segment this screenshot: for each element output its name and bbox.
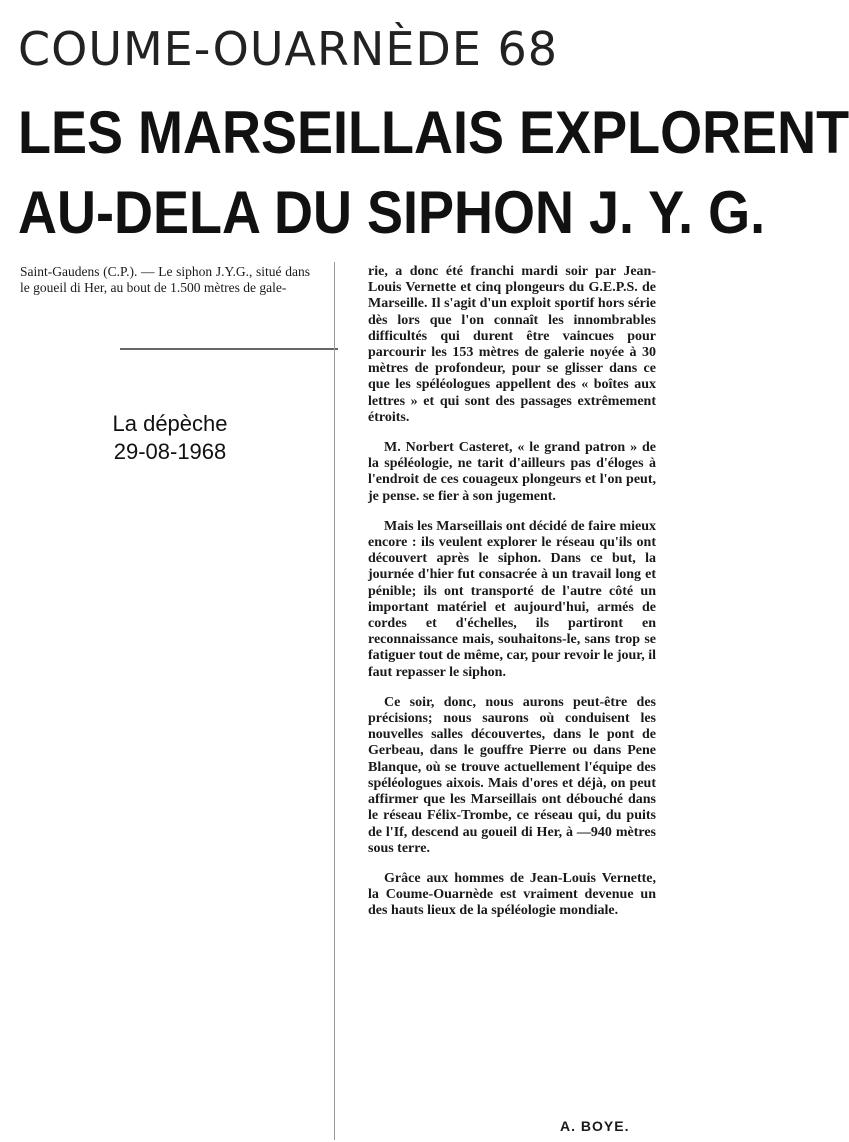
article-paragraph: Ce soir, donc, nous aurons peut-être des précisions; nous saurons où conduisent les nouvelles salles découvertes, dans le pont de Gerbeau, dans le gouffre Pierre ou dans Pene Blanque, où se trouve actuellement l'équipe des spéléologues aixois. Mais d'ores et déjà, on peut affirmer que les Marseillais ont débouché dans le réseau Félix-Trombe, ce réseau qui, du puits de l'If, descend au goueil di Her, à —940 mètres sous terre. [368,694,656,856]
kicker-title: COUME-OUARNÈDE 68 [18,22,559,76]
article-paragraph: Grâce aux hommes de Jean-Louis Vernette, la Coume-Ouarnède est vraiment devenue un des hauts lieux de la spéléologie mondiale. [368,870,656,919]
article-paragraph: M. Norbert Casteret, « le grand patron » de la spéléologie, ne tarit d'ailleurs pas d'éloges à l'endroit de ces couageux plongeurs et l'on peut, je pense. se fier à son jugement. [368,440,656,504]
author-signature: A. BOYE. [560,1118,630,1134]
caption-date: 29-08-1968 [113,439,227,464]
column-divider [334,262,335,1140]
article-paragraph: rie, a donc été franchi mardi soir par Jean-Louis Vernette et cinq plongeurs du G.E.P.S. de Marseille. Il s'agit d'un exploit sportif hors série dès lors que l'on connaît les innombrables difficultés qui durent être vaincues pour parcourir les 153 mètres de galerie noyée à 30 mètres de profondeur, pour se glisser dans ce que les spéléologues appellent des « boîtes aux lettres » et qui sont des passages extrêmement étroits. [368,264,656,425]
headline-line-1: LES MARSEILLAIS EXPLORENT [18,99,849,166]
source-caption [80,410,260,466]
article-lead: Saint-Gaudens (C.P.). — Le siphon J.Y.G., situé dans le goueil di Her, au bout de 1.500 mètres de gale- [20,264,310,295]
article-body [368,264,656,934]
article-paragraph: Mais les Marseillais ont décidé de faire mieux encore : ils veulent explorer le réseau qu'ils ont découvert après le siphon. Dans ce but, la journée d'hier fut consacrée à un travail long et pénible; ils ont transporté de l'autre côté un important matériel et aujourd'hui, armés de cordes et d'échelles, ils partiront en reconnaissance mais, souhaitons-le, sans trop se fatiguer tout de même, car, pour revoir le jour, il faut repasser le siphon. [368,518,656,680]
column-rule [120,348,338,350]
headline-line-2: AU-DELA DU SIPHON J. Y. G. [18,179,766,246]
caption-source: La dépèche [112,411,228,436]
